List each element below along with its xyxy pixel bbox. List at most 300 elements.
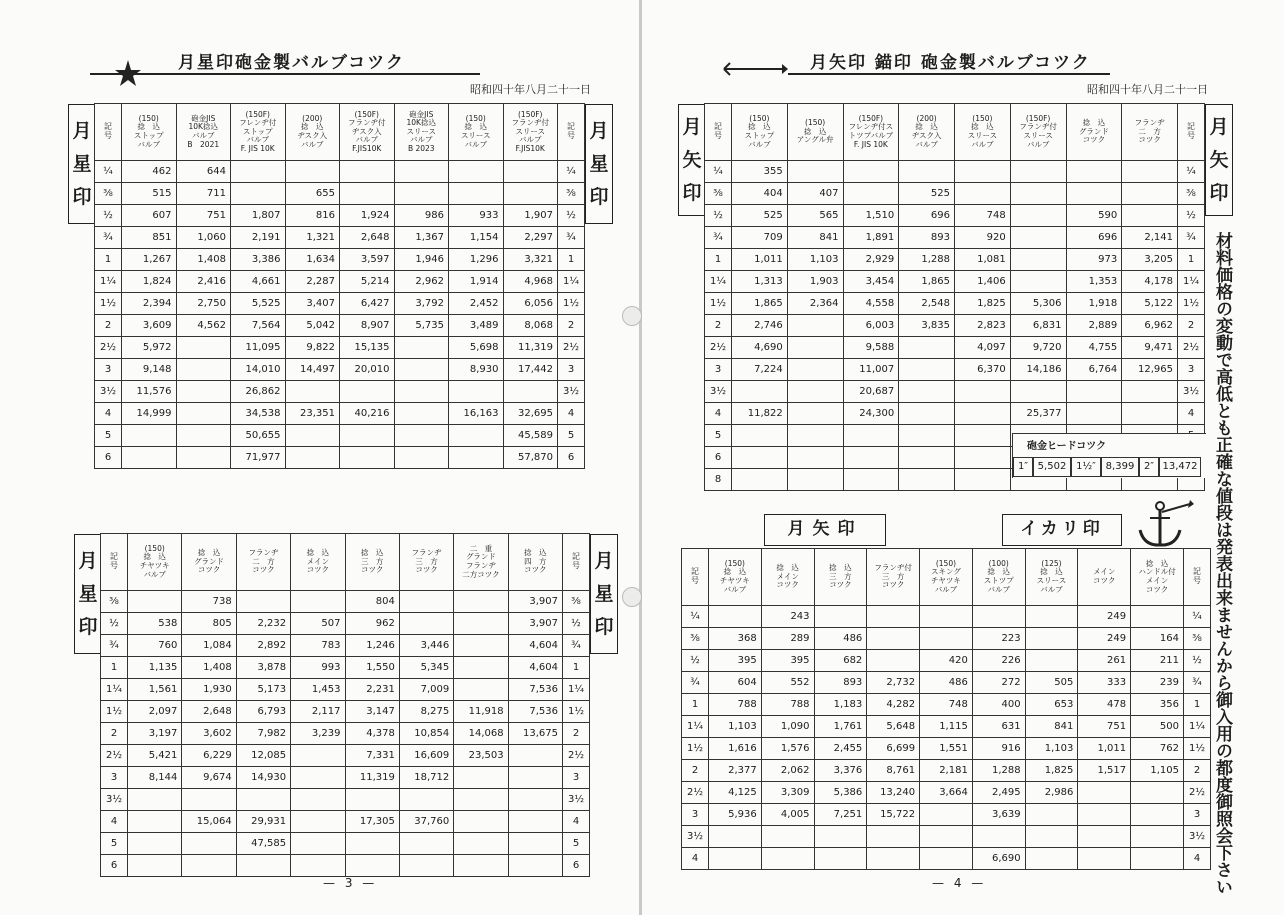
price-cell: 916: [972, 738, 1025, 760]
price-cell: 3,792: [394, 293, 449, 315]
size-cell: ¾: [101, 635, 128, 657]
price-cell: 10,854: [399, 723, 453, 745]
price-cell: [955, 425, 1011, 447]
price-cell: 1,081: [955, 249, 1011, 271]
price-cell: 604: [709, 672, 762, 694]
size-cell: 3: [95, 359, 122, 381]
price-cell: [1010, 381, 1066, 403]
hedo-size: 2″: [1139, 457, 1159, 477]
size-cell: 1¼: [682, 716, 709, 738]
size-cell: 5: [558, 425, 585, 447]
price-cell: 272: [972, 672, 1025, 694]
price-cell: [787, 425, 843, 447]
table-row: [101, 855, 590, 877]
column-header: 捻 込 三 方 コツク: [814, 549, 867, 606]
size-cell: 1¼: [95, 271, 122, 293]
brand-char: 印: [1209, 181, 1229, 204]
price-cell: 14,930: [236, 767, 290, 789]
price-cell: [867, 826, 920, 848]
price-cell: [899, 381, 955, 403]
price-cell: [454, 833, 508, 855]
price-cell: 841: [787, 227, 843, 249]
price-cell: [787, 161, 843, 183]
table-row: [705, 293, 1205, 315]
price-cell: 2,648: [340, 227, 395, 249]
price-cell: 751: [1078, 716, 1131, 738]
price-cell: 5,972: [122, 337, 177, 359]
brand-char: 月: [594, 549, 614, 572]
price-cell: 962: [345, 613, 399, 635]
price-cell: [955, 447, 1011, 469]
column-header: (200) 捻 込 ヂスク入 バルブ: [899, 104, 955, 161]
price-cell: 748: [920, 694, 973, 716]
column-header: (150) 捻 込 スリース バルブ: [955, 104, 1011, 161]
table-row: [705, 227, 1205, 249]
price-cell: 45,589: [503, 425, 558, 447]
size-cell: 1½: [563, 701, 590, 723]
price-cell: [1122, 381, 1178, 403]
price-cell: 2,364: [787, 293, 843, 315]
price-cell: [732, 425, 788, 447]
size-cell: 2½: [95, 337, 122, 359]
price-cell: 3,205: [1122, 249, 1178, 271]
price-cell: [1122, 161, 1178, 183]
price-cell: [236, 591, 290, 613]
price-cell: 1,561: [128, 679, 182, 701]
price-cell: 14,068: [454, 723, 508, 745]
size-cell: 1¼: [563, 679, 590, 701]
column-header: (150) スキング チヤツキ バルブ: [920, 549, 973, 606]
price-cell: [867, 848, 920, 870]
price-cell: 14,497: [285, 359, 340, 381]
price-cell: [128, 833, 182, 855]
price-cell: 1,135: [128, 657, 182, 679]
column-header: (150) 捻 込 チヤツキ バルブ: [128, 534, 182, 591]
price-cell: 2,181: [920, 760, 973, 782]
price-cell: 13,240: [867, 782, 920, 804]
table-row: [682, 716, 1211, 738]
price-cell: 29,931: [236, 811, 290, 833]
table-row: [95, 161, 585, 183]
price-cell: [843, 425, 899, 447]
price-cell: 8,275: [399, 701, 453, 723]
price-cell: [399, 789, 453, 811]
table-row: [95, 205, 585, 227]
moon-star-logo: [88, 48, 160, 100]
price-cell: [1131, 782, 1184, 804]
price-cell: [508, 789, 562, 811]
price-cell: 13,675: [508, 723, 562, 745]
price-cell: 500: [1131, 716, 1184, 738]
table-row: [705, 271, 1205, 293]
price-cell: 1,011: [732, 249, 788, 271]
price-cell: 973: [1066, 249, 1122, 271]
price-cell: 355: [732, 161, 788, 183]
brand-char: 星: [72, 152, 92, 175]
price-cell: [955, 403, 1011, 425]
table-row: [95, 403, 585, 425]
price-cell: 20,687: [843, 381, 899, 403]
size-cell: ¾: [95, 227, 122, 249]
price-cell: 5,122: [1122, 293, 1178, 315]
price-cell: 4,097: [955, 337, 1011, 359]
table-row: [682, 694, 1211, 716]
size-cell: 2½: [558, 337, 585, 359]
price-cell: [128, 855, 182, 877]
price-cell: 893: [814, 672, 867, 694]
price-cell: [1078, 782, 1131, 804]
price-cell: [128, 591, 182, 613]
price-cell: 2,986: [1025, 782, 1078, 804]
price-cell: 486: [814, 628, 867, 650]
size-cell: 2½: [705, 337, 732, 359]
price-cell: [345, 855, 399, 877]
price-cell: 3,609: [122, 315, 177, 337]
price-cell: 7,331: [345, 745, 399, 767]
price-cell: [843, 161, 899, 183]
size-cell: 5: [95, 425, 122, 447]
size-cell: 2: [95, 315, 122, 337]
hedo-size: 1″: [1013, 457, 1033, 477]
page-number: — 3 —: [323, 876, 378, 890]
title-underline: [158, 73, 480, 75]
price-cell: [1066, 381, 1122, 403]
column-header: フランヂ付 三 方 コツク: [867, 549, 920, 606]
price-cell: 7,224: [732, 359, 788, 381]
price-cell: 2,416: [176, 271, 231, 293]
price-cell: 16,163: [449, 403, 504, 425]
price-cell: 4,178: [1122, 271, 1178, 293]
price-cell: 655: [285, 183, 340, 205]
price-cell: 2,889: [1066, 315, 1122, 337]
table-row: [101, 767, 590, 789]
size-cell: 1: [705, 249, 732, 271]
price-cell: 3,639: [972, 804, 1025, 826]
table-row: [95, 293, 585, 315]
table-row: [682, 650, 1211, 672]
price-cell: 8,761: [867, 760, 920, 782]
brand-char: 印: [78, 615, 98, 638]
price-cell: 2,452: [449, 293, 504, 315]
table-row: [682, 606, 1211, 628]
price-cell: 1,288: [972, 760, 1025, 782]
price-cell: 804: [345, 591, 399, 613]
price-cell: 1,183: [814, 694, 867, 716]
hedo-cock-legend: [1012, 433, 1206, 478]
price-cell: 478: [1078, 694, 1131, 716]
brand-char: 星: [589, 152, 609, 175]
price-notice: 材料価格の変動で高低とも正確な値段は発表出来ませんから御入用の都度御照会下さい: [1212, 232, 1232, 895]
price-cell: [899, 337, 955, 359]
price-cell: 2,097: [128, 701, 182, 723]
price-cell: 1,090: [761, 716, 814, 738]
column-header: 砲金JIS 10K捻込 バルブ B 2021: [176, 104, 231, 161]
size-cell: ⅜: [95, 183, 122, 205]
size-cell: ½: [705, 205, 732, 227]
size-cell: 3½: [558, 381, 585, 403]
price-cell: 368: [709, 628, 762, 650]
price-cell: [732, 469, 788, 491]
price-cell: [345, 833, 399, 855]
price-cell: 5,306: [1010, 293, 1066, 315]
size-cell: 3: [1184, 804, 1211, 826]
size-cell: 4: [1184, 848, 1211, 870]
price-cell: 2,117: [291, 701, 345, 723]
table-row: [101, 591, 590, 613]
column-header: 記 号: [1184, 549, 1211, 606]
price-cell: 3,321: [503, 249, 558, 271]
left-page: [0, 0, 640, 915]
hedo-price: 13,472: [1159, 457, 1201, 477]
price-cell: 2,746: [732, 315, 788, 337]
price-cell: [394, 337, 449, 359]
price-cell: 17,442: [503, 359, 558, 381]
price-cell: 57,870: [503, 447, 558, 469]
price-cell: 607: [122, 205, 177, 227]
price-cell: 1,825: [1025, 760, 1078, 782]
price-cell: 1,517: [1078, 760, 1131, 782]
price-cell: [1122, 403, 1178, 425]
price-cell: [231, 161, 286, 183]
price-cell: [1025, 848, 1078, 870]
price-cell: [787, 447, 843, 469]
page-title: 月星印砲金製バルブコツク: [178, 53, 405, 73]
price-cell: 9,822: [285, 337, 340, 359]
price-cell: [1122, 183, 1178, 205]
table-row: [95, 337, 585, 359]
price-cell: 5,698: [449, 337, 504, 359]
price-cell: [899, 403, 955, 425]
size-cell: 1½: [101, 701, 128, 723]
size-cell: 3½: [101, 789, 128, 811]
price-cell: [176, 381, 231, 403]
size-cell: ¾: [558, 227, 585, 249]
price-cell: [1078, 826, 1131, 848]
size-cell: 6: [558, 447, 585, 469]
size-cell: 2½: [1184, 782, 1211, 804]
price-cell: [955, 469, 1011, 491]
price-cell: [394, 447, 449, 469]
size-cell: ½: [95, 205, 122, 227]
size-cell: ¾: [705, 227, 732, 249]
price-cell: 9,720: [1010, 337, 1066, 359]
price-cell: 505: [1025, 672, 1078, 694]
price-cell: 400: [972, 694, 1025, 716]
table-row: [682, 760, 1211, 782]
price-cell: 9,471: [1122, 337, 1178, 359]
price-cell: 7,251: [814, 804, 867, 826]
price-cell: [972, 606, 1025, 628]
price-cell: 2,394: [122, 293, 177, 315]
price-cell: 1,246: [345, 635, 399, 657]
price-cell: 3,602: [182, 723, 236, 745]
price-cell: [176, 337, 231, 359]
size-cell: 2: [682, 760, 709, 782]
table-row: [101, 789, 590, 811]
price-cell: 32,695: [503, 403, 558, 425]
price-cell: [814, 606, 867, 628]
price-cell: [454, 613, 508, 635]
price-cell: 538: [128, 613, 182, 635]
hedo-size: 1½″: [1071, 457, 1101, 477]
size-cell: 1: [558, 249, 585, 271]
brand-label-right-2: [590, 534, 618, 654]
price-cell: 404: [732, 183, 788, 205]
price-cell: 644: [176, 161, 231, 183]
price-cell: 4,558: [843, 293, 899, 315]
column-header: 捻 込 グランド コツク: [1066, 104, 1122, 161]
price-cell: 18,712: [399, 767, 453, 789]
price-cell: 1,296: [449, 249, 504, 271]
size-cell: 4: [682, 848, 709, 870]
size-cell: ¼: [682, 606, 709, 628]
table-row: [101, 657, 590, 679]
table-row: [95, 359, 585, 381]
price-cell: 1,103: [1025, 738, 1078, 760]
price-cell: 486: [920, 672, 973, 694]
column-header: (150) 捻 込 ストップ バルブ: [732, 104, 788, 161]
size-cell: 1: [1184, 694, 1211, 716]
price-cell: 1,891: [843, 227, 899, 249]
price-cell: 1,084: [182, 635, 236, 657]
price-cell: 748: [955, 205, 1011, 227]
column-header: (150F) フランヂ付 スリース バルブ: [1010, 104, 1066, 161]
section-title-moon-arrow: 月矢印: [764, 514, 886, 546]
price-cell: 3,407: [285, 293, 340, 315]
size-cell: 4: [558, 403, 585, 425]
table-row: [705, 381, 1205, 403]
price-cell: 1,105: [1131, 760, 1184, 782]
price-cell: 1,903: [787, 271, 843, 293]
price-cell: [508, 855, 562, 877]
price-cell: 11,822: [732, 403, 788, 425]
price-cell: 9,148: [122, 359, 177, 381]
brand-char: 印: [682, 181, 702, 204]
price-cell: 2,191: [231, 227, 286, 249]
price-cell: 395: [761, 650, 814, 672]
price-cell: 5,386: [814, 782, 867, 804]
size-cell: ¾: [1184, 672, 1211, 694]
price-cell: 2,823: [955, 315, 1011, 337]
column-header: 記 号: [563, 534, 590, 591]
price-cell: [285, 425, 340, 447]
size-cell: ¼: [95, 161, 122, 183]
price-cell: [709, 606, 762, 628]
price-cell: [955, 381, 1011, 403]
price-cell: 1,576: [761, 738, 814, 760]
size-cell: ⅜: [682, 628, 709, 650]
price-cell: 4,604: [508, 657, 562, 679]
price-cell: 243: [761, 606, 814, 628]
price-cell: 1,313: [732, 271, 788, 293]
price-cell: 6,003: [843, 315, 899, 337]
price-cell: [176, 447, 231, 469]
price-cell: 9,588: [843, 337, 899, 359]
size-cell: 1¼: [101, 679, 128, 701]
size-cell: 1¼: [558, 271, 585, 293]
table-row: [95, 447, 585, 469]
size-cell: 4: [1178, 403, 1205, 425]
price-cell: [399, 591, 453, 613]
price-cell: 34,538: [231, 403, 286, 425]
price-cell: 2,455: [814, 738, 867, 760]
price-cell: 1,367: [394, 227, 449, 249]
price-cell: [291, 767, 345, 789]
price-cell: [972, 826, 1025, 848]
price-cell: 4,282: [867, 694, 920, 716]
price-cell: 805: [182, 613, 236, 635]
table-row: [101, 701, 590, 723]
price-cell: 3,878: [236, 657, 290, 679]
brand-label-left-2: [74, 534, 102, 654]
price-cell: [340, 161, 395, 183]
price-cell: 6,229: [182, 745, 236, 767]
price-cell: 12,965: [1122, 359, 1178, 381]
price-cell: 893: [899, 227, 955, 249]
table-row: [705, 403, 1205, 425]
size-cell: 3: [705, 359, 732, 381]
page-title: 月矢印 錨印 砲金製バルブコツク: [810, 53, 1091, 73]
size-cell: ⅜: [101, 591, 128, 613]
price-cell: 1,453: [291, 679, 345, 701]
price-cell: [1131, 606, 1184, 628]
size-cell: 1½: [95, 293, 122, 315]
price-cell: 226: [972, 650, 1025, 672]
price-cell: 2,297: [503, 227, 558, 249]
price-cell: 3,489: [449, 315, 504, 337]
size-cell: 1¼: [1178, 271, 1205, 293]
column-header: フランヂ 二 方 コツク: [1122, 104, 1178, 161]
brand-char: 月: [589, 119, 609, 142]
price-cell: 2,892: [236, 635, 290, 657]
table-row: [101, 833, 590, 855]
price-cell: 783: [291, 635, 345, 657]
price-cell: [814, 826, 867, 848]
price-cell: [345, 789, 399, 811]
price-cell: [1025, 826, 1078, 848]
column-header: (200) 捻 込 ヂスク入 バルブ: [285, 104, 340, 161]
size-cell: 2½: [101, 745, 128, 767]
price-cell: [508, 745, 562, 767]
size-cell: 4: [705, 403, 732, 425]
price-cell: 4,604: [508, 635, 562, 657]
price-cell: 525: [899, 183, 955, 205]
price-cell: 47,585: [236, 833, 290, 855]
size-cell: 2: [705, 315, 732, 337]
price-cell: 2,732: [867, 672, 920, 694]
size-cell: 1: [682, 694, 709, 716]
section-title-anchor: イカリ印: [1002, 514, 1122, 546]
price-cell: 12,085: [236, 745, 290, 767]
price-cell: 1,060: [176, 227, 231, 249]
price-cell: [503, 161, 558, 183]
price-cell: 682: [814, 650, 867, 672]
price-cell: [285, 447, 340, 469]
title-underline: [788, 73, 1110, 75]
size-cell: 2½: [563, 745, 590, 767]
size-cell: 8: [705, 469, 732, 491]
price-cell: 333: [1078, 672, 1131, 694]
price-cell: 3,664: [920, 782, 973, 804]
size-cell: 1¼: [1184, 716, 1211, 738]
price-cell: [1010, 227, 1066, 249]
price-cell: [1025, 650, 1078, 672]
size-cell: 6: [95, 447, 122, 469]
price-cell: [955, 161, 1011, 183]
size-cell: ⅜: [1184, 628, 1211, 650]
price-cell: [1078, 848, 1131, 870]
price-cell: 2,548: [899, 293, 955, 315]
